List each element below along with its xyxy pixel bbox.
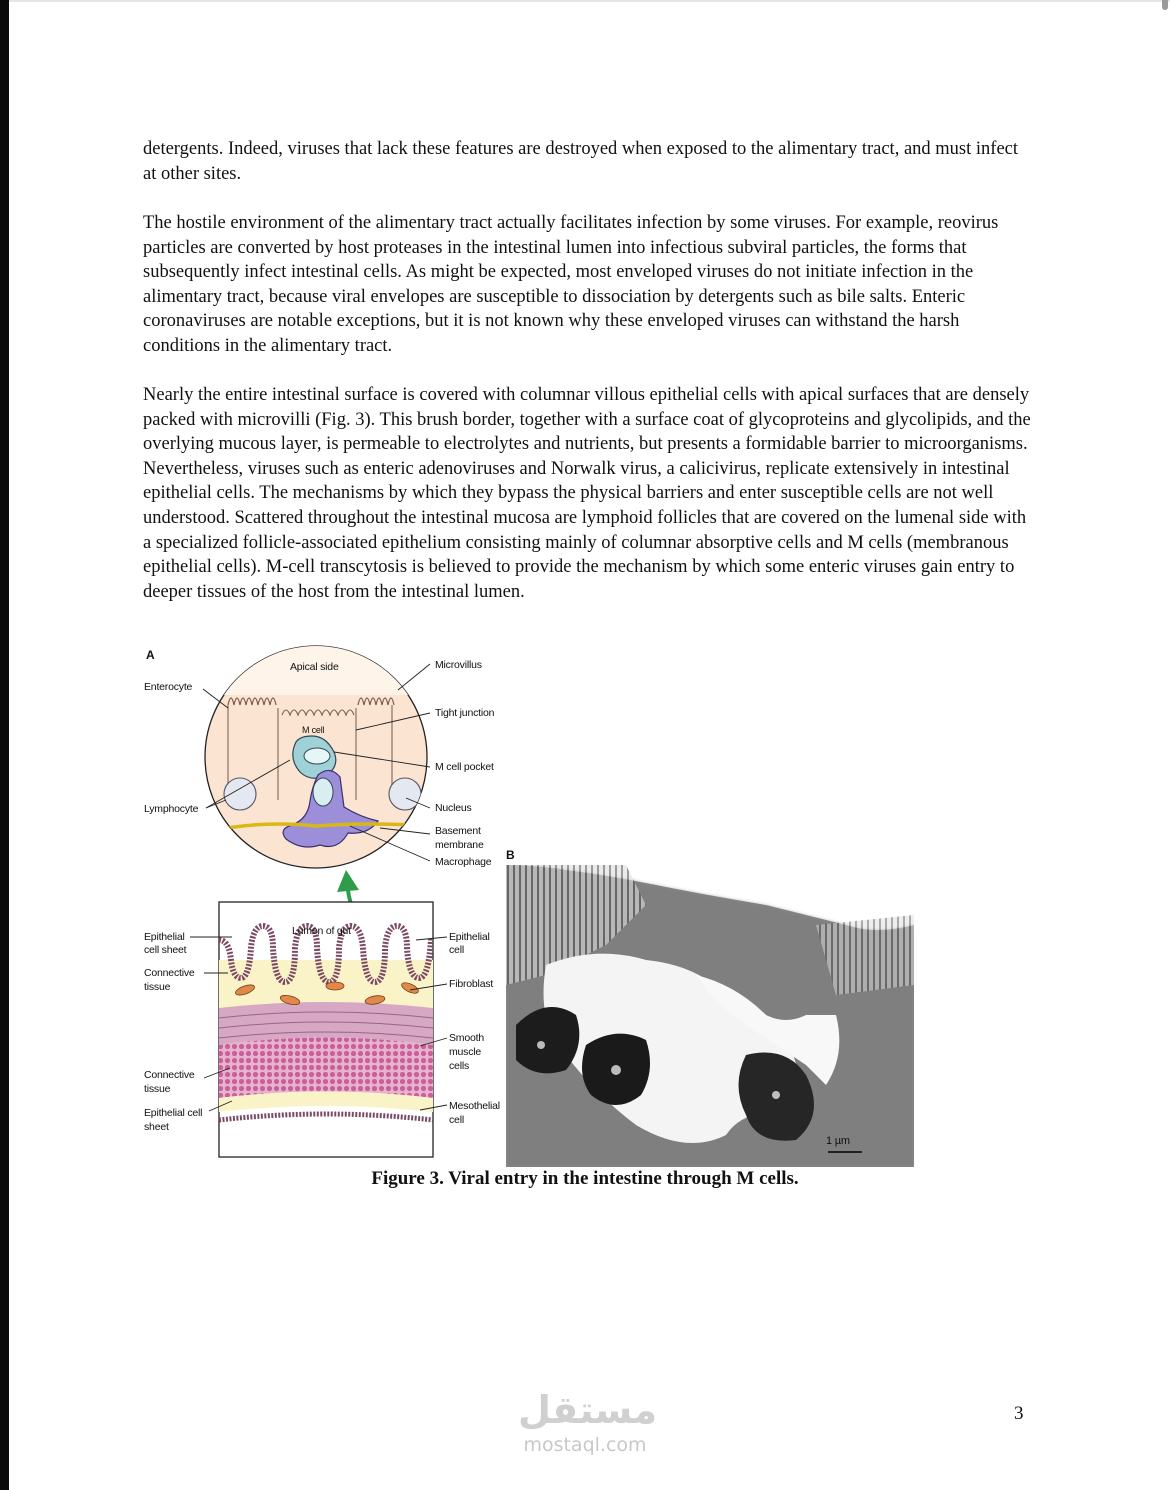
label-tight-junction: Tight junction xyxy=(435,707,495,719)
paragraph-3: Nearly the entire intestinal surface is covered with columnar villous epithelial cells with apical surfaces that are densely packed with microvilli (Fig. 3). This brush border, together with a surface coat of glycoproteins and glycolipids, and the overlying mucous layer, is permeable to electrolytes and nutrients, but presents a formidable barrier to microorganisms. Nevertheless, viruses such as enteric adenoviruses and Norwalk virus, a calicivirus, replicate extensively in intestinal epithelial cells. The mechanisms by which they bypass the physical barriers and enter susceptible cells are not well understood. Scattered throughout the intestinal mucosa are lymphoid follicles that are covered on the lumenal side with a specialized follicle-associated epithelium consisting mainly of columnar absorptive cells and M cells (membranous epithelial cells). M-cell transcytosis is believed to provide the mechanism by which some enteric viruses gain entry to deeper tissues of the host from the intestinal lumen. xyxy=(143,385,1031,602)
label-basement-membrane-1: Basement xyxy=(435,825,481,837)
figure-panel-b-micrograph xyxy=(506,865,914,1167)
paragraph-2: The hostile environment of the alimentary tract actually facilitates infection by some viruses. For example, reovirus particles are converted by host proteases in the intestinal lumen into infectious subviral particles, the forms that subsequently infect intestinal cells. As might be expected, most enveloped viruses do not initiate infection in the alimentary tract, because viral envelopes are susceptible to dissociation by detergents such as bile salts. Enteric coronaviruses are notable exceptions, but it is not known why these enveloped viruses can withstand the harsh conditions in the alimentary tract. xyxy=(143,213,999,356)
label-apical-side: Apical side xyxy=(290,661,339,673)
label-connective-tissue-2: tissue xyxy=(144,981,171,993)
panel-b-letter: B xyxy=(506,848,515,862)
label-epithelial-cell-sheet-1: Epithelial xyxy=(144,931,185,943)
paragraph-1: detergents. Indeed, viruses that lack these features are destroyed when exposed to the alimentary tract, and must infect at other sites. xyxy=(143,139,1019,184)
label-epithelial-cell-sheet-b1: Epithelial cell xyxy=(144,1107,203,1119)
label-epithelial-cell-2: cell xyxy=(449,944,464,956)
label-basement-membrane-2: membrane xyxy=(435,839,484,851)
label-mesothelial-1: Mesothelial xyxy=(449,1100,500,1112)
label-smooth-muscle-2: muscle xyxy=(449,1046,482,1058)
label-mesothelial-2: cell xyxy=(449,1114,464,1126)
label-scale-bar: 1 µm xyxy=(826,1135,850,1147)
label-lumen-of-gut: Lumen of gut xyxy=(292,925,351,937)
watermark-latin: mostaql.com xyxy=(523,1434,647,1456)
figure-caption: Figure 3. Viral entry in the intestine through M cells. xyxy=(371,1168,799,1189)
label-smooth-muscle-1: Smooth xyxy=(449,1032,484,1044)
page-number: 3 xyxy=(1014,1403,1024,1424)
label-smooth-muscle-3: cells xyxy=(449,1060,470,1072)
label-epithelial-cell-sheet-2: cell sheet xyxy=(144,944,187,956)
label-epithelial-cell-1: Epithelial xyxy=(449,931,490,943)
label-enterocyte: Enterocyte xyxy=(144,681,193,693)
label-m-cell: M cell xyxy=(302,725,325,735)
label-connective-tissue-b2: tissue xyxy=(144,1083,171,1095)
label-macrophage: Macrophage xyxy=(435,856,492,868)
watermark-arabic: مستقل xyxy=(518,1388,657,1432)
label-connective-tissue-1: Connective xyxy=(144,967,195,979)
label-microvillus: Microvillus xyxy=(435,659,482,671)
label-epithelial-cell-sheet-b2: sheet xyxy=(144,1121,169,1133)
label-fibroblast: Fibroblast xyxy=(449,978,494,990)
label-connective-tissue-b1: Connective xyxy=(144,1069,195,1081)
label-m-cell-pocket: M cell pocket xyxy=(435,761,494,773)
label-lymphocyte: Lymphocyte xyxy=(144,803,199,815)
label-nucleus: Nucleus xyxy=(435,802,472,814)
panel-a-letter: A xyxy=(146,648,155,662)
